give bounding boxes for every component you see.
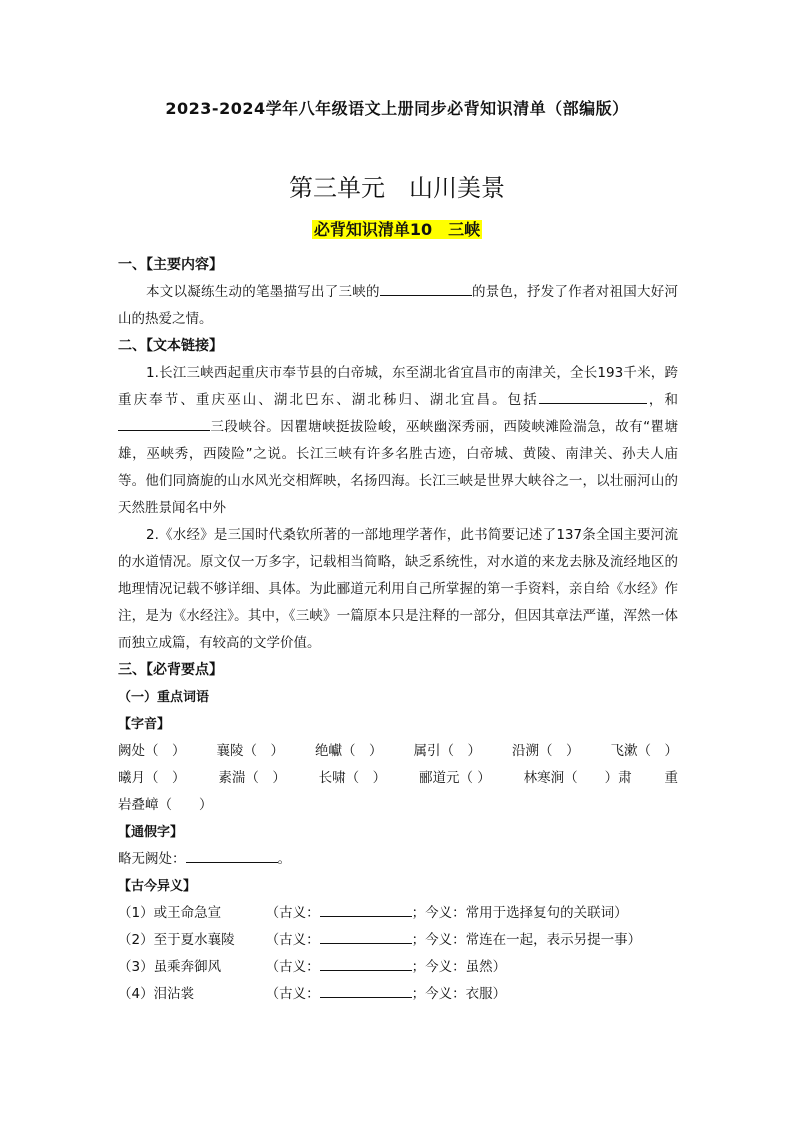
ancient-modern-item-3: [118, 954, 678, 981]
item-number: （3）: [118, 959, 154, 975]
item-word: 泪沾裳: [153, 986, 195, 1002]
loan-character-end: 。: [277, 851, 291, 867]
item-ancient-label: （古义：: [265, 959, 320, 975]
item-number: （1）: [118, 905, 154, 921]
pronunciation-row-2: [118, 765, 678, 792]
pronunciation-heading: 【字音】: [118, 717, 171, 732]
loan-character-heading: 【通假字】: [118, 825, 184, 840]
pronunciation-item: 阙处（ ）: [118, 743, 186, 759]
fill-blank[interactable]: [320, 927, 412, 944]
paragraph-1-text-c: 三段峡谷。因瞿塘峡挺拔险峻，巫峡幽深秀丽，西陵峡滩险湍急，故有“瞿塘雄，巫峡秀，西陵险”之说。长江三峡有许多名胜古迹，白帝城、黄陵、南津关、孙夫人庙等。他们同旖旎的山水风光交相辉映，名扬四海。长江三峡是世界大峡谷之一，以壮丽河山的天然胜景闻名中外: [118, 419, 678, 516]
item-number: （4）: [118, 986, 154, 1002]
main-content-text-a: 本文以凝练生动的笔墨描写出了三峡的: [146, 284, 380, 300]
ancient-modern-item-1: [118, 900, 678, 927]
pronunciation-item: 素湍（ ）: [218, 770, 286, 786]
item-ancient-label: （古义：: [265, 986, 320, 1002]
item-word: 或王命急宣: [153, 905, 222, 921]
item-word: 至于夏水襄陵: [153, 932, 235, 948]
pronunciation-row-3: 岩叠嶂（ ）: [118, 797, 213, 813]
document-title: 2023-2024学年八年级语文上册同步必背知识清单（部编版）: [165, 99, 629, 118]
fill-blank[interactable]: [320, 981, 412, 998]
pronunciation-item: 长啸（ ）: [318, 770, 387, 786]
fill-blank[interactable]: [380, 279, 472, 296]
text-link-paragraph-2: 2.《水经》是三国时代桑钦所著的一部地理学著作，此书简要记述了137条全国主要河流的水道情况。原文仅一万多字，记载相当简略，缺乏系统性，对水道的来龙去脉及流经地区的地理情况记载不够详细、具体。为此郦道元利用自己所掌握的第一手资料，亲自给《水经》作注，是为《水经注》。其中，《三峡》一篇原本只是注释的一部分，但因其章法严谨，浑然一体而独立成篇，有较高的文学价值。: [118, 527, 678, 651]
ancient-modern-item-4: [118, 981, 678, 1008]
fill-blank[interactable]: [118, 414, 210, 431]
item-modern-meaning: ；今义：常用于选择复句的关联词）: [411, 905, 628, 921]
lesson-title: [0, 217, 794, 240]
pronunciation-item: 飞漱（ ）: [610, 743, 678, 759]
paragraph-1-text-a: 1.长江三峡西起重庆市奉节县的白帝城，东至湖北省宜昌市的南津关，全长193千米，跨重庆奉节、重庆巫山、湖北巴东、湖北秭归、湖北宜昌。包括: [118, 365, 678, 408]
item-ancient-label: （古义：: [265, 905, 320, 921]
content-body: [118, 252, 678, 1008]
item-modern-meaning: ；今义：常连在一起，表示另提一事）: [411, 932, 642, 948]
main-content-text-b: 的景色，抒发了作者对祖国大好河山的热爱之情。: [118, 284, 678, 327]
pronunciation-item: 重: [664, 770, 678, 786]
paragraph-1-text-b: ，和: [646, 392, 679, 408]
ancient-modern-meaning-heading: 【古今异义】: [118, 879, 197, 894]
item-number: （2）: [118, 932, 154, 948]
item-ancient-label: （古义：: [265, 932, 320, 948]
fill-blank[interactable]: [186, 846, 278, 863]
item-word: 虽乘奔御风: [153, 959, 222, 975]
main-content-paragraph: [118, 279, 678, 333]
loan-character-word: 略无阙处：: [118, 851, 186, 867]
pronunciation-item: 郦道元（ ）: [418, 770, 491, 786]
pronunciation-row-1: [118, 738, 678, 765]
fill-blank[interactable]: [320, 900, 412, 917]
item-modern-meaning: ；今义：衣服）: [411, 986, 507, 1002]
section-2-heading: 二、【文本链接】: [118, 338, 223, 354]
pronunciation-item: 曦月（ ）: [118, 770, 186, 786]
pronunciation-item: 属引（ ）: [413, 743, 481, 759]
pronunciation-item: 襄陵（ ）: [216, 743, 284, 759]
section-1-heading: 一、【主要内容】: [118, 257, 223, 273]
fill-blank[interactable]: [539, 387, 647, 404]
key-words-heading: （一）重点词语: [118, 690, 210, 705]
fill-blank[interactable]: [320, 954, 412, 971]
loan-character-item: [118, 846, 678, 873]
pronunciation-item: 绝巘（ ）: [315, 743, 383, 759]
pronunciation-item: 沿溯（ ）: [512, 743, 580, 759]
item-modern-meaning: ；今义：虽然）: [411, 959, 507, 975]
ancient-modern-item-2: [118, 927, 678, 954]
pronunciation-item: 林寒涧（ ）肃: [523, 770, 632, 786]
lesson-title-highlight: 必背知识清单10 三峡: [313, 220, 481, 239]
text-link-paragraph-1: [118, 360, 678, 522]
unit-title: 第三单元 山川美景: [289, 174, 505, 202]
section-3-heading: 三、【必背要点】: [118, 662, 223, 678]
